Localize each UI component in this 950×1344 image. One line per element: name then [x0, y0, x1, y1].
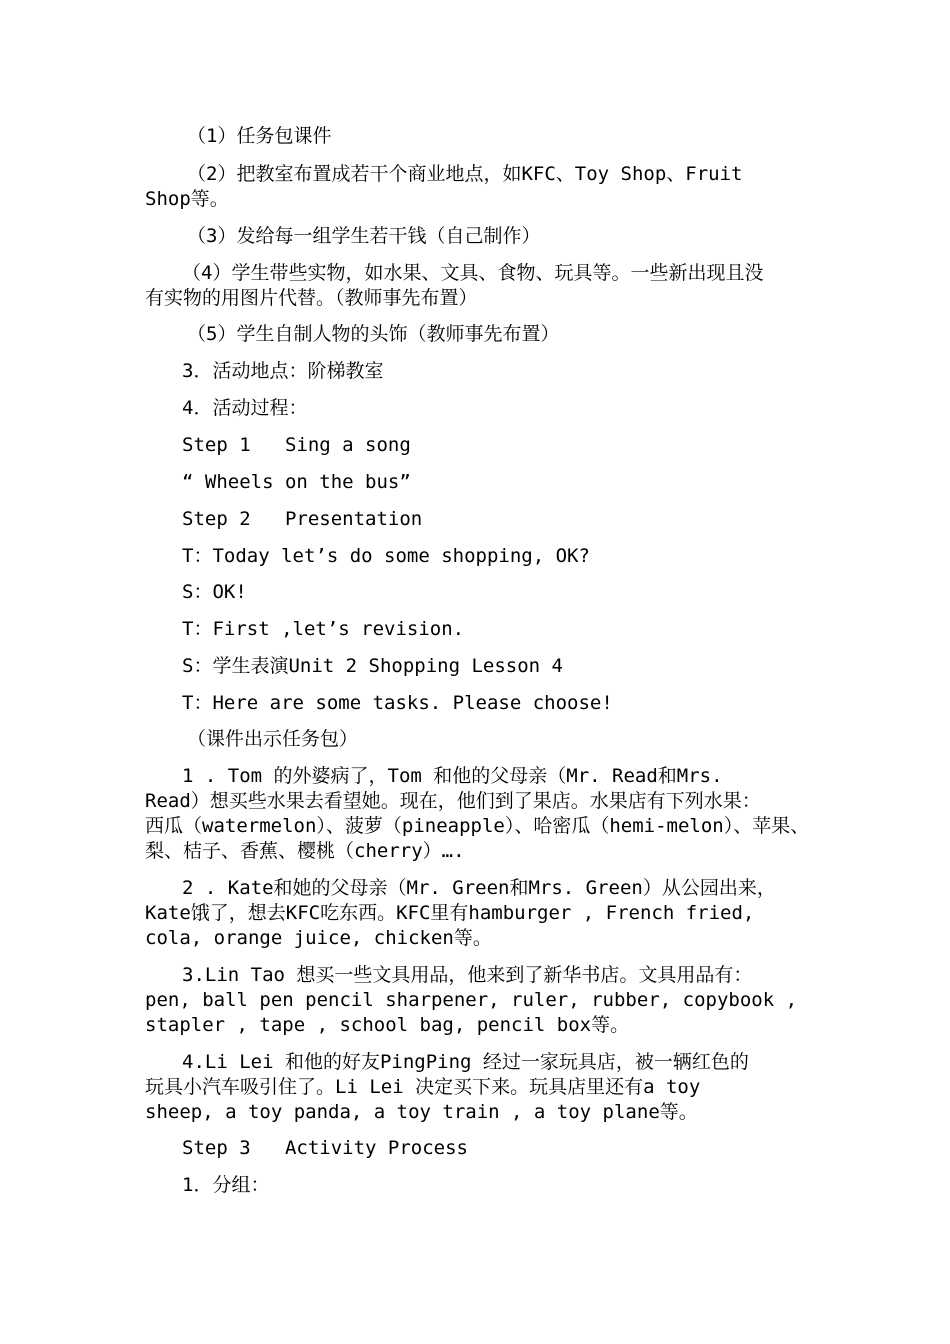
item-4-line-1: （4）学生带些实物，如水果、文具、食物、玩具等。一些新出现且没: [182, 262, 764, 284]
item-2-line-1: （2）把教室布置成若干个商业地点，如KFC、Toy Shop、Fruit: [187, 163, 743, 185]
activity-location: 3．活动地点：阶梯教室: [182, 360, 384, 382]
task-2-line-2: Kate饿了，想去KFC吃东西。KFC里有hamburger , French fried,: [145, 902, 755, 924]
step-1: Step 1 Sing a song: [182, 434, 411, 456]
item-5: （5）学生自制人物的头饰（教师事先布置）: [187, 323, 560, 345]
item-1: （1）任务包课件: [187, 125, 332, 147]
item-4-line-2: 有实物的用图片代替。（教师事先布置）: [145, 287, 478, 309]
task-3-line-1: 3.Lin Tao 想买一些文具用品，他来到了新华书店。文具用品有：: [182, 964, 753, 986]
activity-process-heading: 4．活动过程：: [182, 397, 308, 419]
step-2: Step 2 Presentation: [182, 508, 423, 530]
task-1-line-2: Read）想买些水果去看望她。现在，他们到了果店。水果店有下列水果：: [145, 790, 761, 812]
grouping-heading: 1．分组：: [182, 1174, 270, 1196]
task-1-line-3: 西瓜（watermelon）、菠萝（pineapple）、哈密瓜（hemi-melon）、苹果、: [145, 815, 810, 837]
task-1-line-1: 1 . Tom 的外婆病了，Tom 和他的父母亲（Mr. Read和Mrs.: [182, 765, 723, 787]
task-3-line-3: stapler , tape , school bag, pencil box等。: [145, 1014, 630, 1036]
item-2-line-2: Shop等。: [145, 188, 229, 210]
dialogue-line: S：OK!: [182, 581, 247, 603]
task-4-line-3: sheep, a toy panda, a toy train , a toy plane等。: [145, 1101, 698, 1123]
dialogue-line: T：First ,let’s revision.: [182, 618, 465, 640]
task-2-line-1: 2 . Kate和她的父母亲（Mr. Green和Mrs. Green）从公园出来，: [182, 877, 776, 899]
task-2-line-3: cola, orange juice, chicken等。: [145, 927, 492, 949]
task-pack-note: （课件出示任务包）: [187, 728, 359, 750]
task-4-line-1: 4.Li Lei 和他的好友PingPing 经过一家玩具店，被一辆红色的: [182, 1051, 749, 1073]
song-title: “ Wheels on the bus”: [182, 471, 411, 493]
dialogue-line: S：学生表演Unit 2 Shopping Lesson 4: [182, 655, 563, 677]
dialogue-line: T：Today let’s do some shopping, OK?: [182, 545, 590, 567]
task-3-line-2: pen, ball pen pencil sharpener, ruler, rubber, copybook ,: [145, 989, 798, 1011]
step-3: Step 3 Activity Process: [182, 1137, 468, 1159]
task-1-line-4: 梨、桔子、香蕉、樱桃（cherry）….: [145, 840, 465, 862]
item-3: （3）发给每一组学生若干钱（自己制作）: [187, 225, 541, 247]
task-4-line-2: 玩具小汽车吸引住了。Li Lei 决定买下来。玩具店里还有a toy: [145, 1076, 701, 1098]
dialogue-line: T：Here are some tasks. Please choose!: [182, 692, 613, 714]
